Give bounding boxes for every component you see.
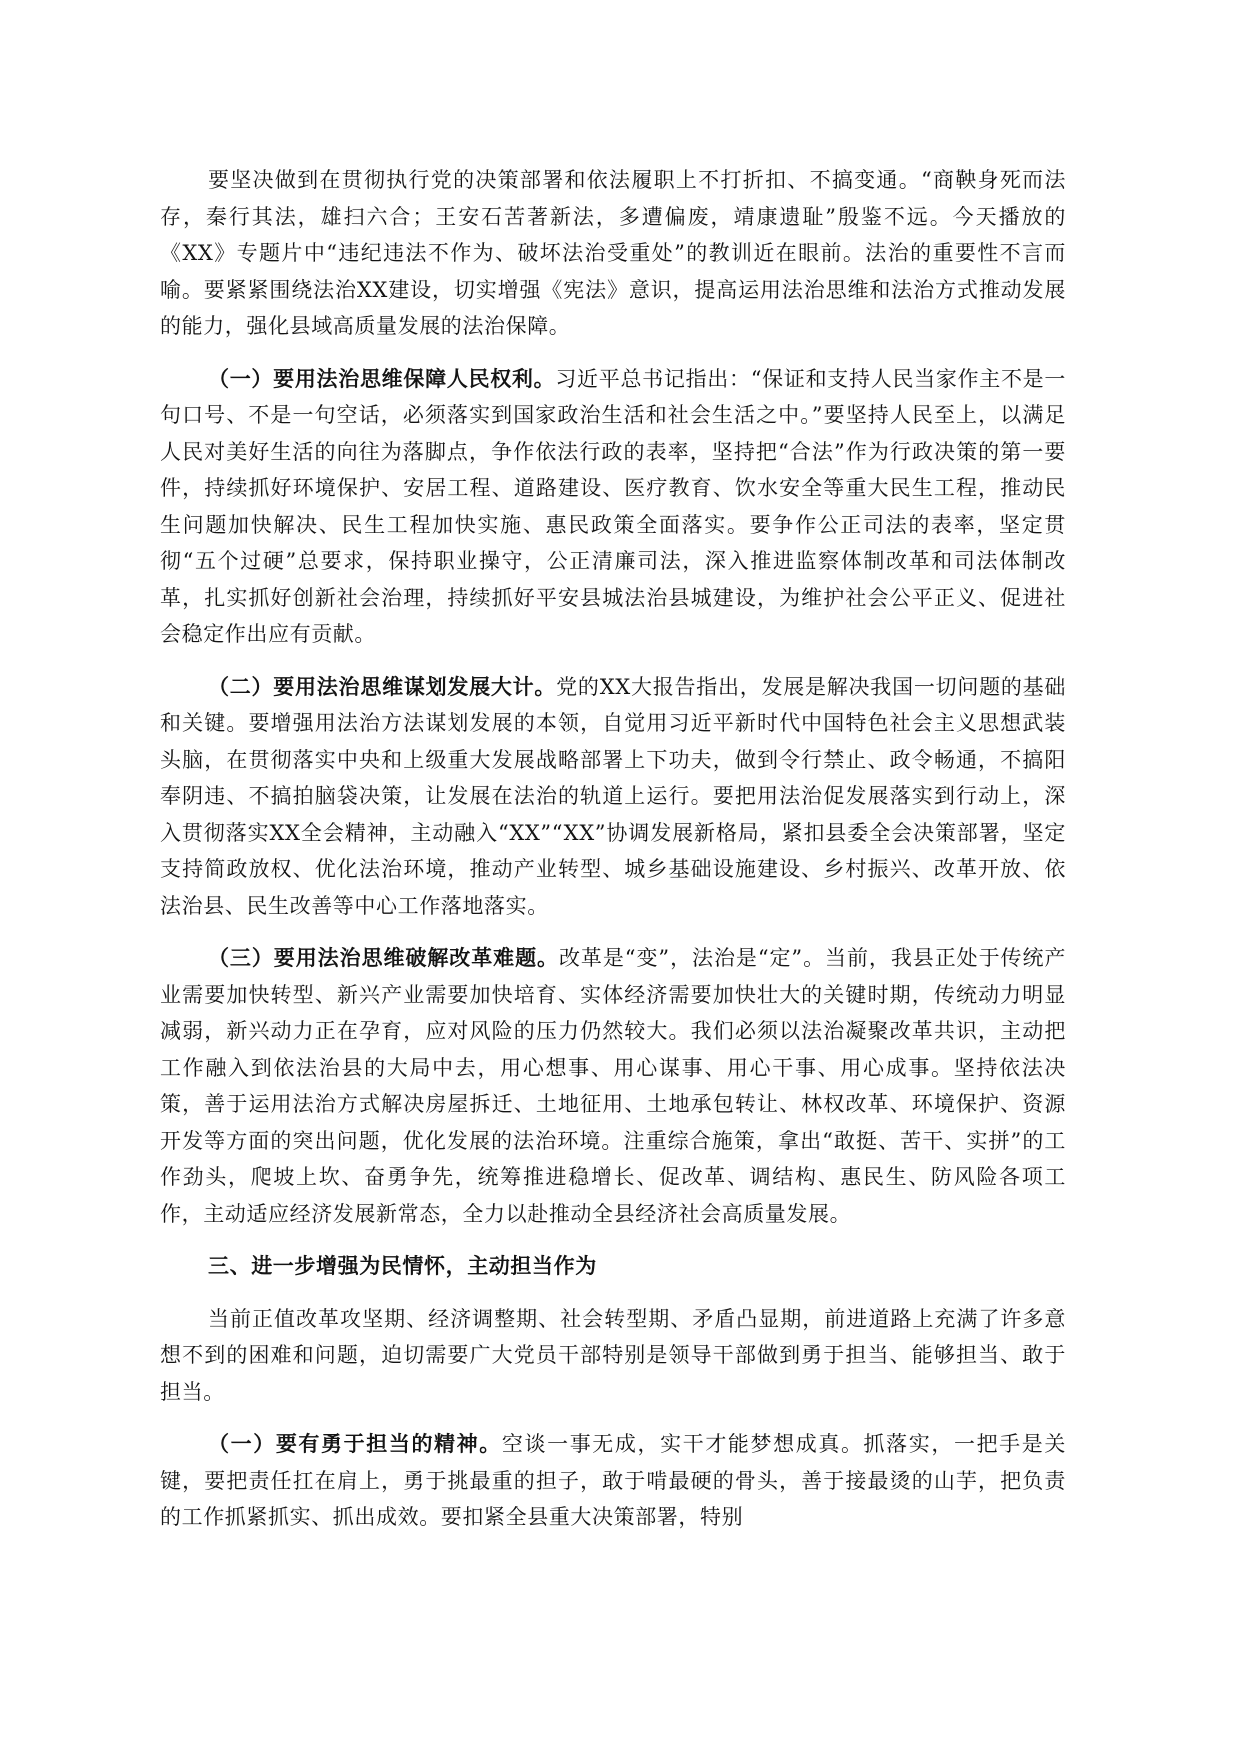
subsection-1-paragraph <box>160 1426 1066 1536</box>
paragraph-text: 党的XX大报告指出，发展是解决我国一切问题的基础和关键。要增强用法治方法谋划发展的本领，自觉用习近平新时代中国特色社会主义思想武装头脑，在贯彻落实中央和上级重大发展战略部署上下功夫，做到令行禁止、政令畅通，不搞阳奉阴违、不搞拍脑袋决策，让发展在法治的轨道上运行。要把用法治促发展落实到行动上，深入贯彻落实XX全会精神，主动融入“XX”“XX”协调发展新格局，紧扣县委全会决策部署，坚定支持简政放权、优化法治环境，推动产业转型、城乡基础设施建设、乡村振兴、改革开放、依法治县、民生改善等中心工作落地落实。 <box>160 674 1066 918</box>
paragraph-lead: （一）要用法治思维保障人民权利。 <box>208 365 556 391</box>
section-3-paragraph <box>160 940 1066 1232</box>
intro-paragraph <box>160 162 1066 345</box>
paragraph-lead: （三）要用法治思维破解改革难题。 <box>208 945 559 970</box>
paragraph-text: 当前正值改革攻坚期、经济调整期、社会转型期、矛盾凸显期，前进道路上充满了许多意想不到的困难和问题，迫切需要广大党员干部特别是领导干部做到勇于担当、能够担当、敢于担当。 <box>160 1306 1066 1404</box>
paragraph-text: 改革是“变”，法治是“定”。当前，我县正处于传统产业需要加快转型、新兴产业需要加快培育、实体经济需要加快壮大的关键时期，传统动力明显减弱，新兴动力正在孕育，应对风险的压力仍然较大。我们必须以法治凝聚改革共识，主动把工作融入到依法治县的大局中去，用心想事、用心谋事、用心干事、用心成事。坚持依法决策，善于运用法治方式解决房屋拆迁、土地征用、土地承包转让、林权改革、环境保护、资源开发等方面的突出问题，优化发展的法治环境。注重综合施策，拿出“敢挺、苦干、实拼”的工作劲头，爬坡上坎、奋勇争先，统筹推进稳增长、促改革、调结构、惠民生、防风险各项工作，主动适应经济发展新常态，全力以赴推动全县经济社会高质量发展。 <box>160 946 1066 1226</box>
section-heading: 三、进一步增强为民情怀，主动担当作为 <box>208 1253 597 1278</box>
section-2-paragraph <box>160 669 1066 925</box>
section-1-paragraph <box>160 361 1066 653</box>
document-page <box>160 162 1066 1552</box>
paragraph-text: 习近平总书记指出：“保证和支持人民当家作主不是一句口号、不是一句空话，必须落实到国家政治生活和社会生活之中。”要坚持人民至上，以满足人民对美好生活的向往为落脚点，争作依法行政的表率，坚持把“合法”作为行政决策的第一要件，持续抓好环境保护、安居工程、道路建设、医疗教育、饮水安全等重大民生工程，推动民生问题加快解决、民生工程加快实施、惠民政策全面落实。要争作公正司法的表率，坚定贯彻“五个过硬”总要求，保持职业操守，公正清廉司法，深入推进监察体制改革和司法体制改革，扎实抓好创新社会治理，持续抓好平安县城法治县城建设，为维护社会公平正义、促进社会稳定作出应有贡献。 <box>160 366 1066 646</box>
section-intro-paragraph <box>160 1301 1066 1411</box>
paragraph-text: 空谈一事无成，实干才能梦想成真。抓落实，一把手是关键，要把责任扛在肩上，勇于挑最重的担子，敢于啃最硬的骨头，善于接最烫的山芋，把负责的工作抓紧抓实、抓出成效。要扣紧全县重大决策部署，特别 <box>160 1432 1066 1529</box>
paragraph-text: 要坚决做到在贯彻执行党的决策部署和依法履职上不打折扣、不搞变通。“商鞅身死而法存，秦行其法，雄扫六合；王安石苦著新法，多遭偏废，靖康遗耻”殷鉴不远。今天播放的《XX》专题片中“违纪违法不作为、破坏法治受重处”的教训近在眼前。法治的重要性不言而喻。要紧紧围绕法治XX建设，切实增强《宪法》意识，提高运用法治思维和法治方式推动发展的能力，强化县域高质量发展的法治保障。 <box>160 168 1066 338</box>
paragraph-lead: （一）要有勇于担当的精神。 <box>208 1431 502 1456</box>
paragraph-lead: （二）要用法治思维谋划发展大计。 <box>208 673 557 699</box>
